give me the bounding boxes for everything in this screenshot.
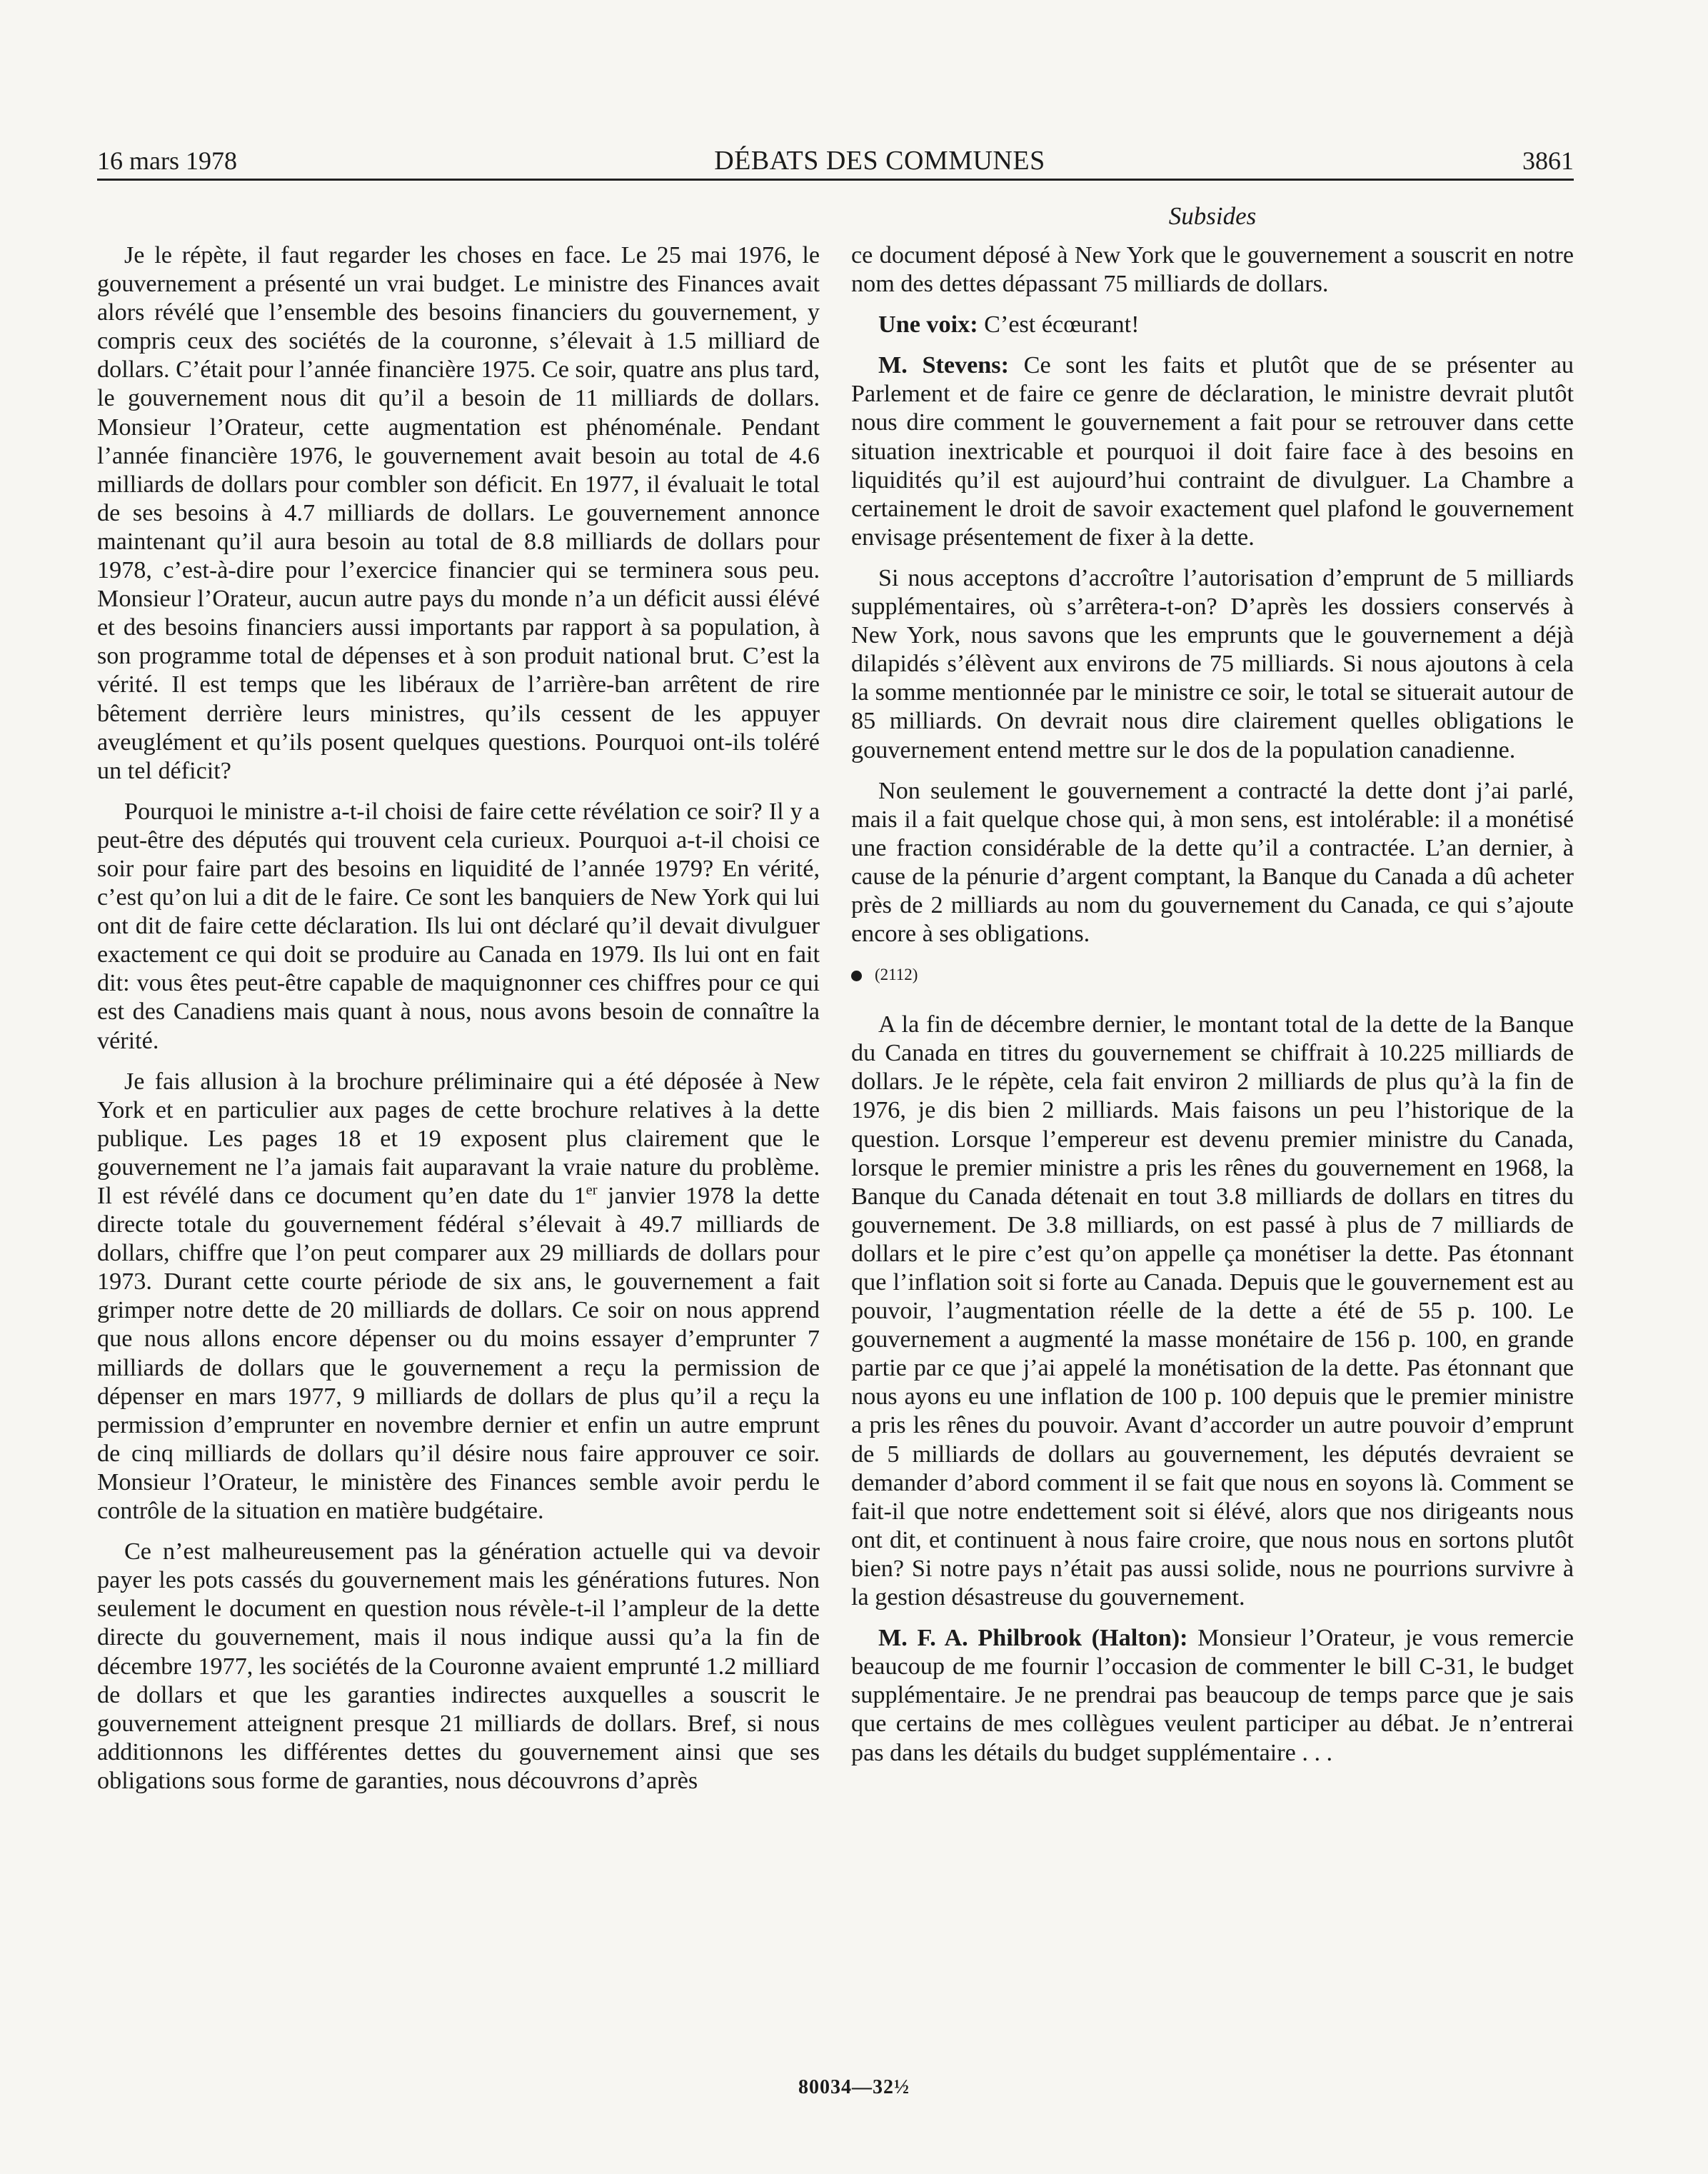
paragraph: Pourquoi le ministre a-t-il choisi de faire cette révélation ce soir? Il y a peut-être des députés qui trouvent cela curieux. Pourquoi a-t-il choisi ce soir pour faire part des besoins en liquidité de l’année 1979? En vérité, c’est qu’on lui a dit de le faire. Ce sont les banquiers de New York qui lui ont dit de faire cette déclaration. Ils lui ont déclaré qu’il devait divulguer exactement ce qui doit se produire au Canada en 1979. Ils lui ont en fait dit: vous êtes peut-être capable de maquignonner ces chiffres pour ce qui est des Canadiens mais quant à nous, nous avons besoin de connaître la vérité. bbox=[97, 798, 820, 1054]
paragraph bbox=[851, 351, 1574, 552]
footer-code: 80034—32½ bbox=[798, 2076, 910, 2098]
bullet-icon bbox=[851, 971, 862, 981]
speech-text: C’est écœurant! bbox=[978, 311, 1140, 339]
paragraph bbox=[97, 1068, 820, 1526]
paragraph: Je le répète, il faut regarder les choses en face. Le 25 mai 1976, le gouvernement a présenté un vrai budget. Le ministre des Finances avait alors révélé que l’ensemble des besoins financiers du gouvernement, y compris ceux des sociétés de la couronne, s’élevait à 1.5 milliard de dollars. C’était pour l’année financière 1975. Ce soir, quatre ans plus tard, le gouvernement nous dit qu’il a besoin de 11 milliards de dollars. Monsieur l’Orateur, cette augmentation est phénoménale. Pendant l’année financière 1976, le gouvernement avait besoin au total de 4.6 milliards de dollars pour combler son déficit. En 1977, il évaluait le total de ses besoins à 4.7 milliards de dollars. Le gouvernement annonce maintenant qu’il aura besoin au total de 8.8 milliards de dollars pour 1978, c’est-à-dire pour l’exercice financier qui se terminera sous peu. Monsieur l’Orateur, aucun autre pays du monde n’a un déficit aussi élévé et des besoins financiers aussi importants par rapport à sa population, à son programme total de dépenses et à son produit national brut. C’est la vérité. Il est temps que les libéraux de l’arrière-ban arrêtent de rire bêtement derrière leurs ministres, qu’ils cessent de les appuyer aveuglément et qu’ils posent quelques questions. Pourquoi ont-ils toléré un tel déficit? bbox=[97, 242, 820, 784]
header-title: DÉBATS DES COMMUNES bbox=[714, 146, 1045, 176]
section-title: Subsides bbox=[1168, 202, 1257, 230]
paragraph bbox=[851, 1624, 1574, 1767]
timestamp-text: (2112) bbox=[875, 966, 918, 984]
timestamp bbox=[851, 961, 1574, 989]
paragraph-text: janvier 1978 la dette directe totale du gouvernement fédéral s’élevait à 49.7 milliards de dollars, chiffre que l’on peut comparer aux 29 milliards de dollars pour 1973. Durant cette courte période de six ans, le gouvernement a fait grimper notre dette de 20 milliards de dollars. Ce soir on nous apprend que nous allons encore dépenser ou du moins essayer d’emprunter 7 milliards de dollars que le gouvernement a reçu la permission de dépenser en mars 1977, 9 milliards de dollars de plus qu’il a reçu la permission d’emprunter en novembre dernier et enfin un autre emprunt de cinq milliards de dollars qu’il désire nous faire approuver ce soir. Monsieur l’Orateur, le ministère des Finances semble avoir perdu le contrôle de la situation en matière budgétaire. bbox=[97, 1183, 820, 1525]
paragraph: ce document déposé à New York que le gouvernement a souscrit en notre nom des dettes dépassant 75 milliards de dollars. bbox=[851, 242, 1574, 298]
speech-text: Monsieur l’Orateur, je vous remercie beaucoup de me fournir l’occasion de commenter le bill C-31, le budget supplémentaire. Je ne prendrai pas beaucoup de temps parce que je sais que certains de mes collègues veulent participer au débat. Je n’entrerai pas dans les détails du budget supplémentaire . . . bbox=[851, 1625, 1574, 1766]
superscript: er bbox=[586, 1182, 598, 1198]
speech-text: Ce sont les faits et plutôt que de se présenter au Parlement et de faire ce genre de déclaration, le ministre devrait plutôt nous dire comment le gouvernement a fait pour se retrouver dans cette situation inextricable et pourquoi il doit faire face à des besoins en liquidités qu’il est aujourd’hui contraint de divulguer. La Chambre a certainement le droit de savoir exactement quel plafond le gouvernement envisage présentement de fixer à la dette. bbox=[851, 352, 1574, 551]
paragraph: A la fin de décembre dernier, le montant total de la dette de la Banque du Canada en titres du gouvernement se chiffrait à 10.225 milliards de dollars. Je le répète, cela fait environ 2 milliards de plus qu’à la fin de 1976, je dis bien 2 milliards. Mais faisons un peu l’historique de la question. Lorsque l’empereur est devenu premier ministre du Canada, lorsque le premier ministre a pris les rênes du gouvernement en 1968, la Banque du Canada détenait en tout 3.8 milliards de dollars en titres du gouvernement. De 3.8 milliards, on est passé à plus de 7 milliards de dollars et le pire c’est qu’on appelle ça monétiser la dette. Pas étonnant que l’inflation soit si forte au Canada. Depuis que le gouvernement est au pouvoir, l’augmentation réelle de la dette a été de 55 p. 100. Le gouvernement a augmenté la masse monétaire de 156 p. 100, en grande partie par ce que j’ai appelé la monétisation de la dette. Pas étonnant que nous ayons eu une inflation de 100 p. 100 depuis que le premier ministre a pris les rênes du pouvoir. Avant d’accorder un autre pouvoir d’emprunt de 5 milliards de dollars au gouvernement, les députés devraient se demander d’abord comment il se fait que nous en soyons là. Comment se fait-il que notre endettement soit si élévé, alors que nos dirigeants nous ont dit, et continuent à nous faire croire, que nous nous en sortons plutôt bien? Si notre pays n’était pas aussi solide, nous ne pourrions survivre à la gestion désastreuse du gouvernement. bbox=[851, 1011, 1574, 1611]
header-rule bbox=[97, 179, 1574, 181]
paragraph-text: Je fais allusion à la brochure préliminaire qui a été déposée à New York et en particulier aux pages de cette brochure relatives à la dette publique. Les pages 18 et 19 exposent plus clairement que le gouvernement ne l’a jamais fait auparavant la vraie nature du problème. Il est révélé dans ce document qu’en date du 1 bbox=[97, 1068, 820, 1209]
paragraph: Non seulement le gouvernement a contracté la dette dont j’ai parlé, mais il a fait quelque chose qui, à mon sens, est intolérable: il a monétisé une fraction considérable de la dette qu’il a contractée. L’an dernier, à cause de la pénurie d’argent comptant, la Banque du Canada a dû acheter près de 2 milliards au nom du gouvernement du Canada, ce qui s’ajoute encore à ses obligations. bbox=[851, 777, 1574, 948]
speaker-name: Une voix: bbox=[878, 311, 978, 339]
speaker-name: M. F. A. Philbrook (Halton): bbox=[878, 1625, 1188, 1652]
paragraph: Si nous acceptons d’accroître l’autorisation d’emprunt de 5 milliards supplémentaires, où s’arrêtera-t-on? D’après les dossiers conservés à New York, nous savons que les emprunts que le gouvernement a déjà dilapidés s’élèvent aux environs de 75 milliards. Si nous ajoutons à cela la somme mentionnée par le ministre ce soir, le total se situerait autour de 85 milliards. On devrait nous dire clairement quelles obligations le gouvernement entend mettre sur le dos de la population canadienne. bbox=[851, 564, 1574, 763]
speaker-name: M. Stevens: bbox=[878, 352, 1010, 379]
page-number: 3861 bbox=[1522, 146, 1574, 175]
left-column bbox=[97, 241, 820, 1808]
right-column bbox=[851, 241, 1574, 1780]
paragraph: Ce n’est malheureusement pas la génération actuelle qui va devoir payer les pots cassés du gouvernement mais les générations futures. Non seulement le document en question nous révèle-t-il l’ampleur de la dette directe du gouvernement, mais il nous indique aussi qu’a la fin de décembre 1977, les sociétés de la Couronne avaient emprunté 1.2 milliard de dollars et que les garanties indirectes auxquelles a souscrit le gouvernement atteignent presque 21 milliards de dollars. Bref, si nous additionnons les différentes dettes du gouvernement ainsi que ses obligations sous forme de garanties, nous découvrons d’après bbox=[97, 1538, 820, 1794]
paragraph bbox=[851, 311, 1574, 339]
page-header bbox=[97, 146, 1574, 176]
header-date: 16 mars 1978 bbox=[97, 146, 237, 175]
